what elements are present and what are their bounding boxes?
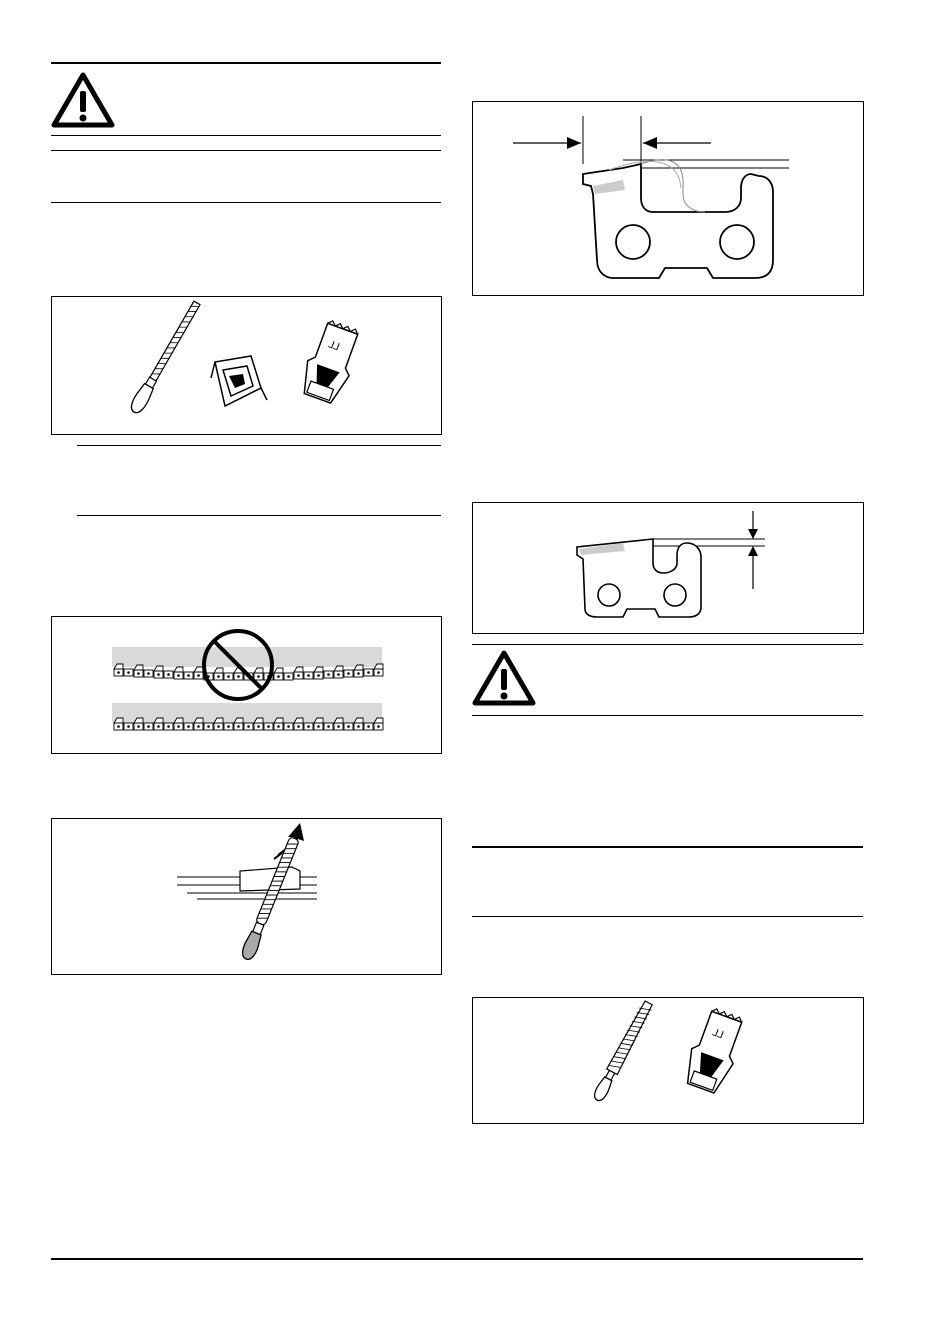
sharpening-tools-icon	[52, 297, 443, 436]
file-stroke-figure	[51, 818, 442, 975]
top-rule-right	[472, 644, 863, 645]
divider	[51, 150, 441, 151]
warning-triangle-icon	[472, 650, 536, 706]
warning-triangle-icon	[51, 72, 115, 128]
svg-text:⅃⅃: ⅃⅃	[710, 1027, 725, 1042]
depth-gauge-icon	[473, 503, 865, 635]
svg-text:⅃⅃: ⅃⅃	[326, 339, 341, 354]
divider	[472, 916, 863, 917]
top-rule-left	[51, 62, 441, 64]
file-and-gauge-icon	[473, 998, 865, 1125]
chain-tension-icon	[52, 617, 443, 755]
note-rule	[77, 515, 441, 516]
divider	[472, 846, 863, 848]
sharpening-tools-figure	[51, 296, 442, 435]
warning-rule	[51, 135, 441, 136]
cutter-setting-figure	[472, 101, 864, 296]
depth-gauge-figure	[472, 502, 864, 634]
footer-rule	[51, 1258, 863, 1260]
note-rule	[77, 445, 441, 446]
chain-tension-figure	[51, 616, 442, 754]
warning-rule	[472, 715, 863, 716]
file-and-gauge-figure	[472, 997, 864, 1124]
cutter-setting-icon	[473, 102, 865, 297]
file-stroke-icon	[52, 819, 443, 976]
divider	[51, 202, 441, 203]
